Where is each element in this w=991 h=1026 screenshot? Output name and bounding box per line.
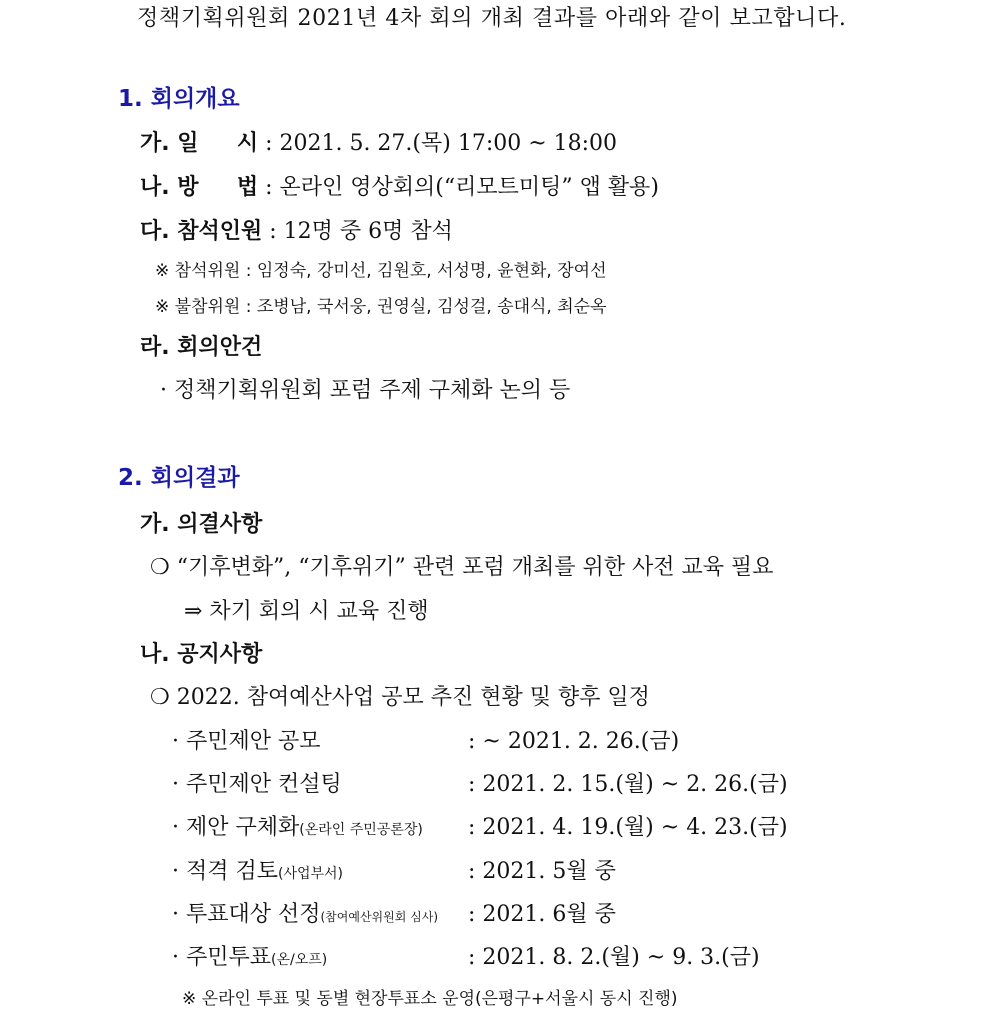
agenda-heading — [140, 337, 262, 359]
notice-heading — [140, 644, 262, 666]
schedule-name — [172, 861, 343, 883]
schedule-date: : 2021. 6월 중 — [468, 902, 616, 927]
section-title-meeting-results: 2. 회의결과 — [118, 465, 240, 491]
intro-text: 정책기획위원회 2021년 4차 회의 개최 결과를 아래와 같이 보고합니다. — [137, 6, 847, 31]
resolution-label: 가. 의결사항 — [140, 512, 263, 537]
schedule-date: : 2021. 8. 2.(월) ~ 9. 3.(금) — [468, 945, 760, 970]
meeting-method — [140, 177, 659, 199]
agenda-item: · 정책기획위원회 포럼 주제 구체화 논의 등 — [160, 378, 571, 403]
schedule-name-text: · 주민제안 컨설팅 — [172, 772, 342, 797]
notice-label: 나. 공지사항 — [140, 642, 263, 667]
datetime-label: 가. 일 시 — [140, 131, 259, 156]
schedule-name-text: · 적격 검토 — [172, 859, 278, 884]
meeting-attendance — [140, 221, 453, 243]
attendance-label: 다. 참석인원 — [140, 219, 263, 244]
schedule-name — [172, 947, 327, 969]
schedule-date: : 2021. 5월 중 — [468, 859, 616, 884]
absentees-note: ※ 불참위원 : 조병남, 국서웅, 권영실, 김성걸, 송대식, 최순옥 — [155, 297, 607, 317]
attendees-note: ※ 참석위원 : 임정숙, 강미선, 김원호, 서성명, 윤현화, 장여선 — [155, 261, 607, 281]
schedule-name — [172, 774, 342, 796]
method-label: 나. 방 법 — [140, 175, 259, 200]
schedule-name-text: · 투표대상 선정 — [172, 902, 321, 927]
voting-footnote: ※ 온라인 투표 및 동별 현장투표소 운영(은평구+서울시 동시 진행) — [182, 989, 678, 1009]
attendance-value: : 12명 중 6명 참석 — [262, 219, 453, 244]
schedule-name-sub: (사업부서) — [278, 866, 344, 882]
schedule-name — [172, 731, 321, 753]
resolution-item: ❍ “기후변화”, “기후위기” 관련 포럼 개최를 위한 사전 교육 필요 — [150, 555, 774, 580]
schedule-date: : 2021. 2. 15.(월) ~ 2. 26.(금) — [468, 772, 788, 797]
method-value: : 온라인 영상회의(“리모트미팅” 앱 활용) — [258, 175, 659, 200]
schedule-name — [172, 904, 438, 926]
section-title-meeting-overview: 1. 회의개요 — [118, 86, 240, 112]
resolution-result: ⇒ 차기 회의 시 교육 진행 — [184, 599, 429, 624]
schedule-name-text: · 주민제안 공모 — [172, 729, 321, 754]
agenda-label: 라. 회의안건 — [140, 335, 263, 360]
schedule-name-text: · 제안 구체화 — [172, 815, 300, 840]
schedule-name-sub: (참여예산위원회 심사) — [320, 910, 439, 924]
resolution-heading — [140, 514, 262, 536]
schedule-name — [172, 817, 423, 839]
schedule-name-text: · 주민투표 — [172, 945, 271, 970]
schedule-name-sub: (온라인 주민공론장) — [299, 822, 423, 838]
meeting-datetime — [140, 133, 617, 155]
schedule-name-sub: (온/오프) — [271, 952, 328, 968]
schedule-date: : 2021. 4. 19.(월) ~ 4. 23.(금) — [468, 815, 788, 840]
notice-item: ❍ 2022. 참여예산사업 공모 추진 현황 및 향후 일정 — [150, 685, 650, 710]
datetime-value: : 2021. 5. 27.(목) 17:00 ~ 18:00 — [258, 131, 618, 156]
schedule-date: : ~ 2021. 2. 26.(금) — [468, 729, 680, 754]
